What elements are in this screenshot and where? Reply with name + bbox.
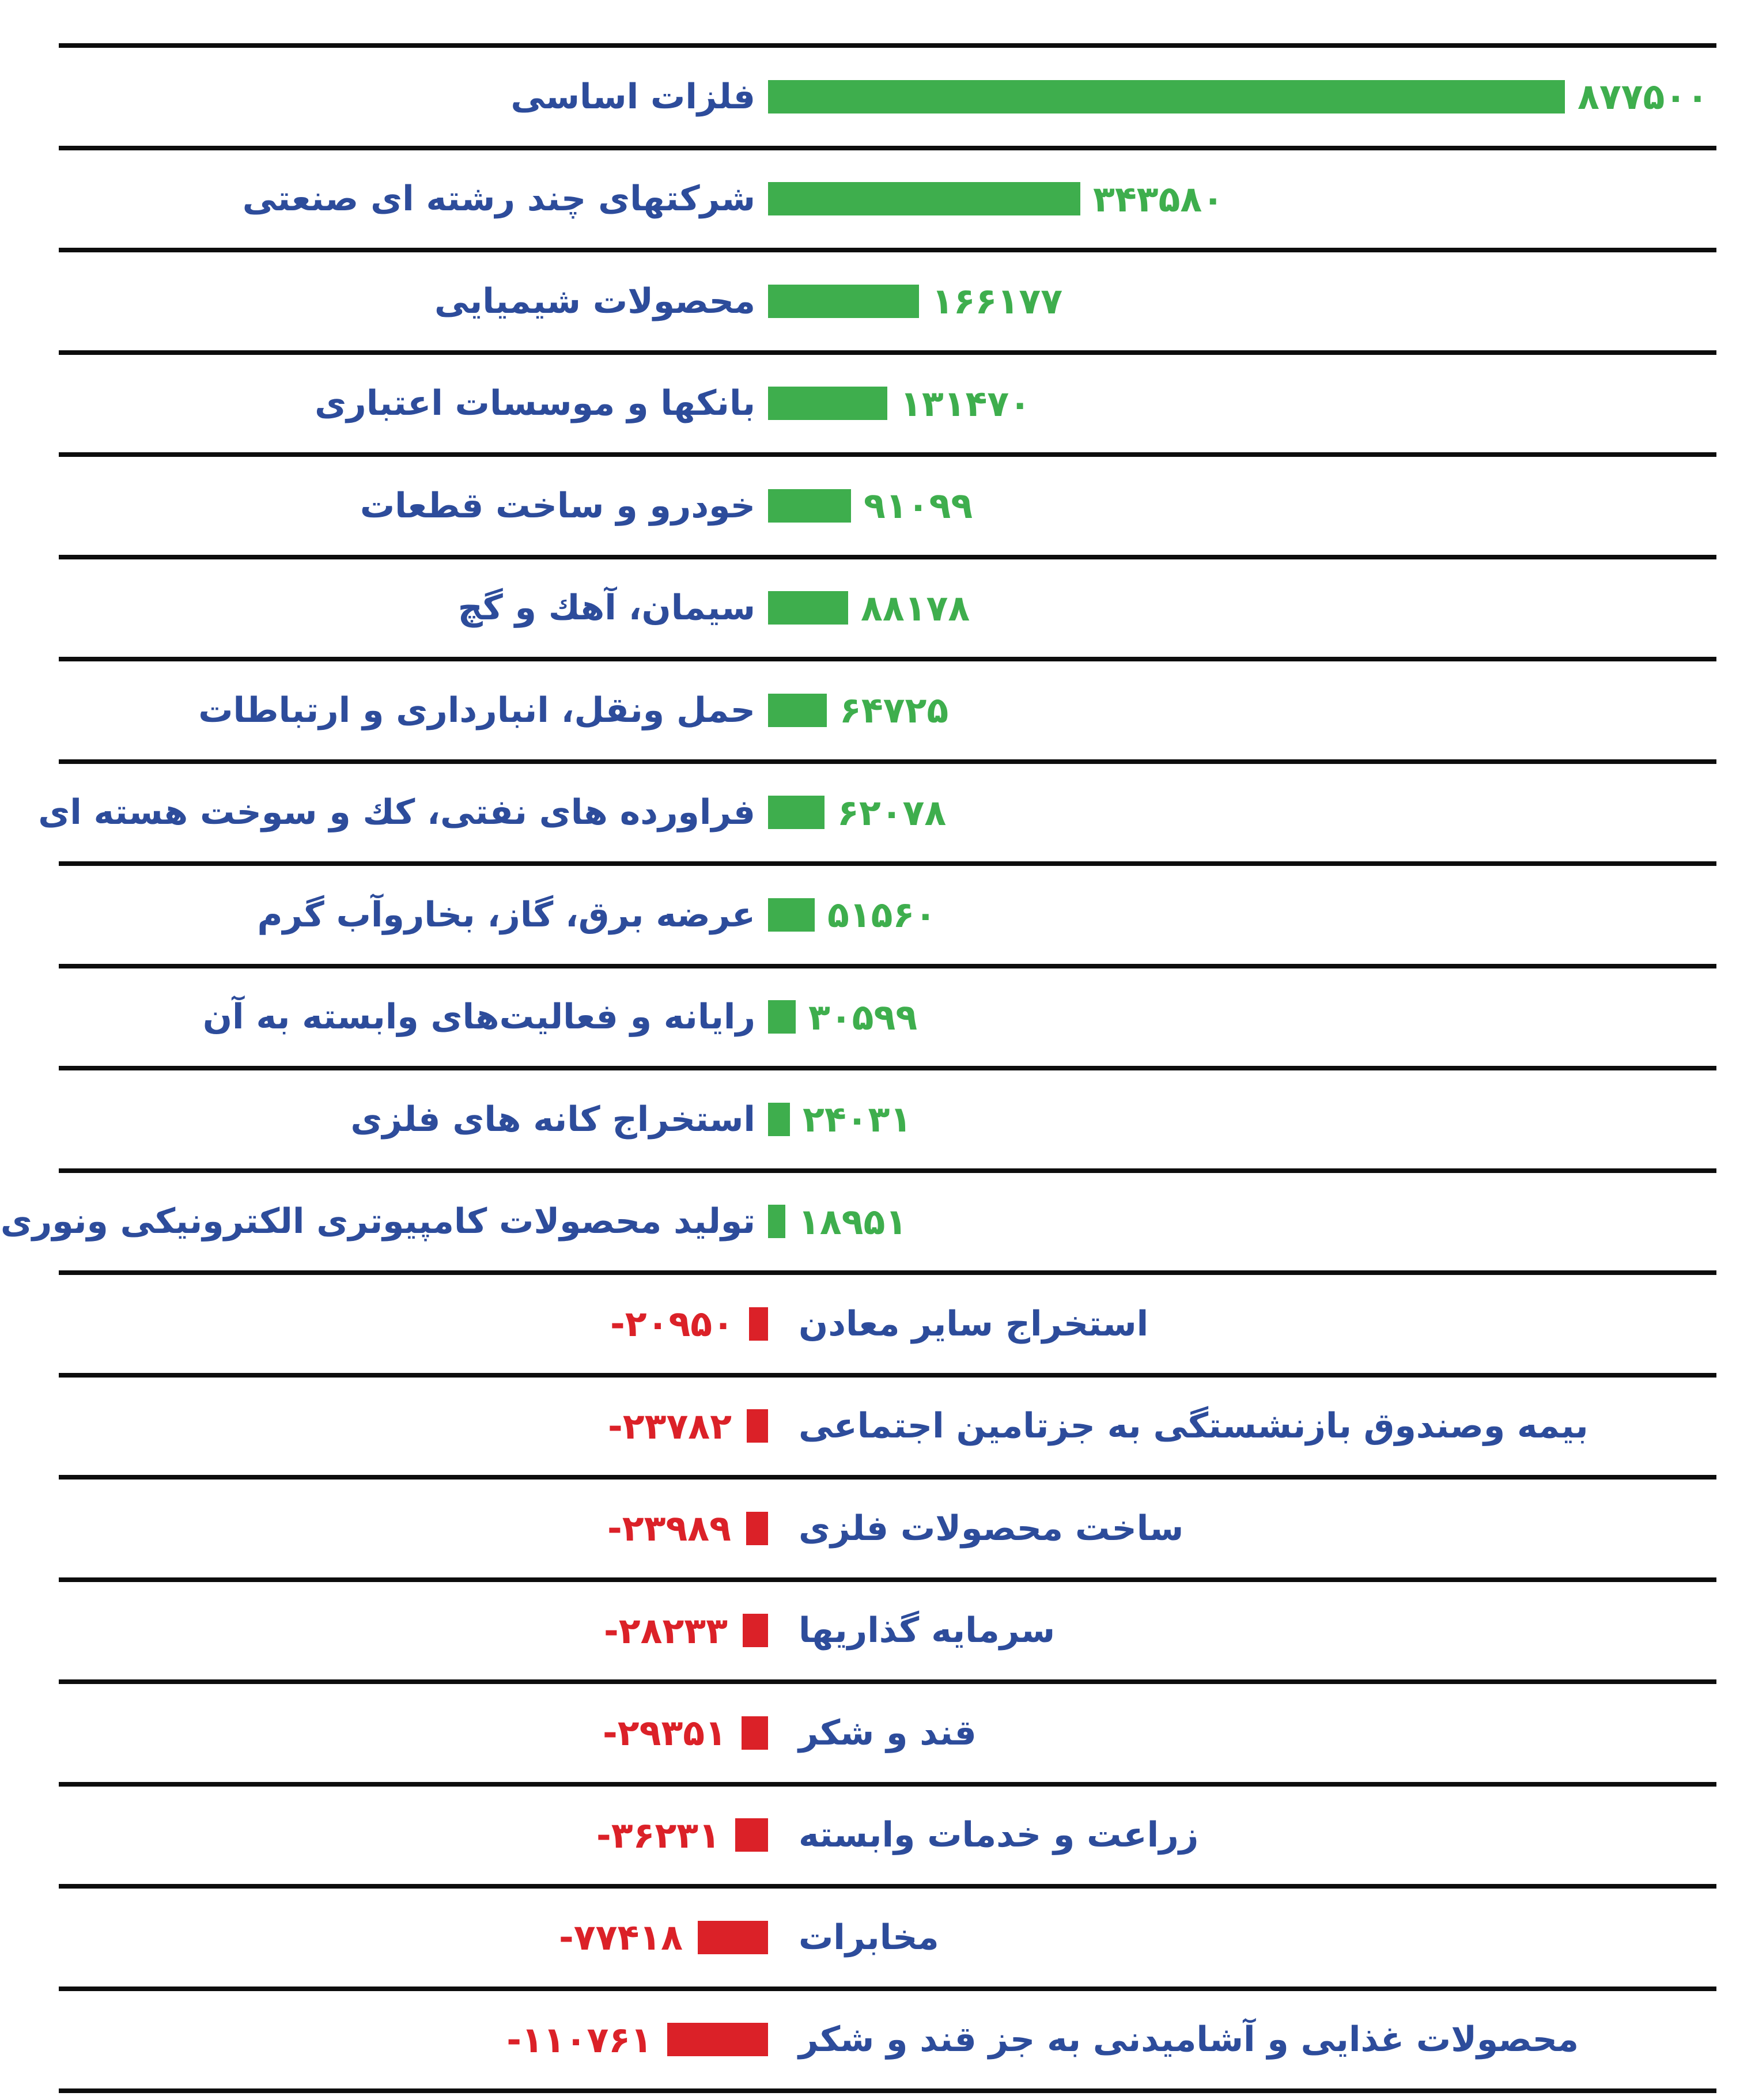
value-label: -۲۹۳۵۱ — [603, 1712, 727, 1754]
value-label: ۱۳۱۴۷۰ — [900, 382, 1031, 425]
bar-row — [59, 1373, 1716, 1475]
category-label: سیمان، آهك و گچ — [457, 588, 755, 629]
value-label: -۲۳۹۸۹ — [607, 1507, 731, 1550]
negative-bar — [742, 1716, 768, 1750]
value-label: -۲۰۹۵۰ — [610, 1303, 734, 1345]
value-label: ۶۴۷۲۵ — [839, 689, 949, 732]
positive-bar — [768, 1205, 785, 1238]
negative-bar — [735, 1818, 768, 1852]
value-label: ۳۰۵۹۹ — [808, 996, 918, 1038]
category-label: فلزات اساسی — [510, 76, 755, 117]
bar-row — [59, 555, 1716, 657]
positive-bar — [768, 1000, 796, 1034]
bar-row — [59, 657, 1716, 759]
positive-bar — [768, 489, 851, 523]
positive-bar — [768, 182, 1080, 215]
negative-bar — [746, 1512, 768, 1545]
positive-bar — [768, 694, 827, 727]
category-label: بانكها و موسسات اعتباری — [315, 383, 755, 424]
value-label: -۳۶۲۳۱ — [596, 1814, 720, 1856]
value-label: ۵۱۵۶۰ — [827, 894, 937, 936]
positive-bar — [768, 591, 848, 625]
value-label: ۲۴۰۳۱ — [803, 1098, 912, 1141]
value-label: ۹۱۰۹۹ — [864, 485, 973, 527]
bar-row — [59, 1987, 1716, 2094]
bar-row — [59, 964, 1716, 1066]
category-label: شرکتهای چند رشته ای صنعتی — [242, 179, 755, 220]
category-label: زراعت و خدمات وابسته — [799, 1815, 1199, 1856]
value-label: ۳۴۳۵۸۰ — [1093, 177, 1224, 220]
bar-row — [59, 1884, 1716, 1987]
negative-bar — [667, 2023, 768, 2056]
positive-bar — [768, 80, 1565, 113]
category-label: مخابرات — [799, 1917, 939, 1958]
bar-row — [59, 1782, 1716, 1885]
value-label: ۸۷۷۵۰۰ — [1578, 75, 1709, 118]
positive-bar — [768, 898, 815, 932]
bar-row — [59, 1679, 1716, 1782]
bar-row — [59, 1270, 1716, 1373]
value-label: ۸۸۱۷۸ — [861, 587, 970, 629]
bar-row — [59, 861, 1716, 964]
value-label: ۱۸۹۵۱ — [798, 1200, 907, 1243]
category-label: سرمایه گذاریها — [799, 1610, 1056, 1651]
category-label: قند و شکر — [799, 1712, 977, 1753]
category-label: عرضه برق، گاز، بخاروآب گرم — [257, 894, 755, 935]
category-label: استخراج سایر معادن — [799, 1303, 1149, 1344]
category-label: ساخت محصولات فلزی — [799, 1508, 1184, 1549]
category-label: فراورده های نفتی، کك و سوخت هسته ای — [38, 792, 755, 833]
bar-row — [59, 452, 1716, 555]
category-label: خودرو و ساخت قطعات — [360, 485, 755, 526]
bar-row — [59, 146, 1716, 248]
negative-bar — [749, 1307, 768, 1341]
value-label: -۲۳۷۸۲ — [608, 1405, 732, 1447]
category-label: بیمه وصندوق بازنشستگی به جزتامین اجتماعی — [799, 1406, 1589, 1447]
bar-row — [38, 759, 1716, 862]
bar-row — [59, 43, 1716, 146]
negative-bar — [698, 1921, 768, 1954]
value-label: ۱۶۶۱۷۷ — [932, 280, 1063, 323]
bar-row — [59, 248, 1716, 350]
category-label: محصولات شیمیایی — [434, 281, 755, 321]
positive-bar — [768, 796, 825, 829]
value-label: -۷۷۴۱۸ — [559, 1916, 683, 1959]
category-label: محصولات غذایی و آشامیدنی به جز قند و شکر — [799, 2019, 1579, 2060]
value-label: ۶۲۰۷۸ — [837, 791, 947, 834]
category-label: تولید محصولات کامپیوتری الکترونیکی ونوری — [0, 1201, 755, 1242]
value-label: -۲۸۲۳۳ — [604, 1609, 728, 1652]
positive-bar — [768, 387, 887, 420]
negative-bar — [743, 1614, 768, 1647]
positive-bar — [768, 1103, 790, 1136]
positive-bar — [768, 285, 919, 318]
bar-row — [59, 1577, 1716, 1680]
category-label: رایانه و فعالیت‌های وابسته به آن — [202, 997, 755, 1038]
value-label: -۱۱۰۷۶۱ — [506, 2018, 652, 2061]
category-label: حمل ونقل، انبارداری و ارتباطات — [198, 690, 755, 731]
bar-row — [59, 1475, 1716, 1577]
category-label: استخراج کانه های فلزی — [350, 1099, 755, 1140]
bar-row — [59, 1066, 1716, 1168]
negative-bar — [747, 1409, 768, 1443]
bar-row — [59, 350, 1716, 453]
bar-row — [0, 1168, 1716, 1271]
